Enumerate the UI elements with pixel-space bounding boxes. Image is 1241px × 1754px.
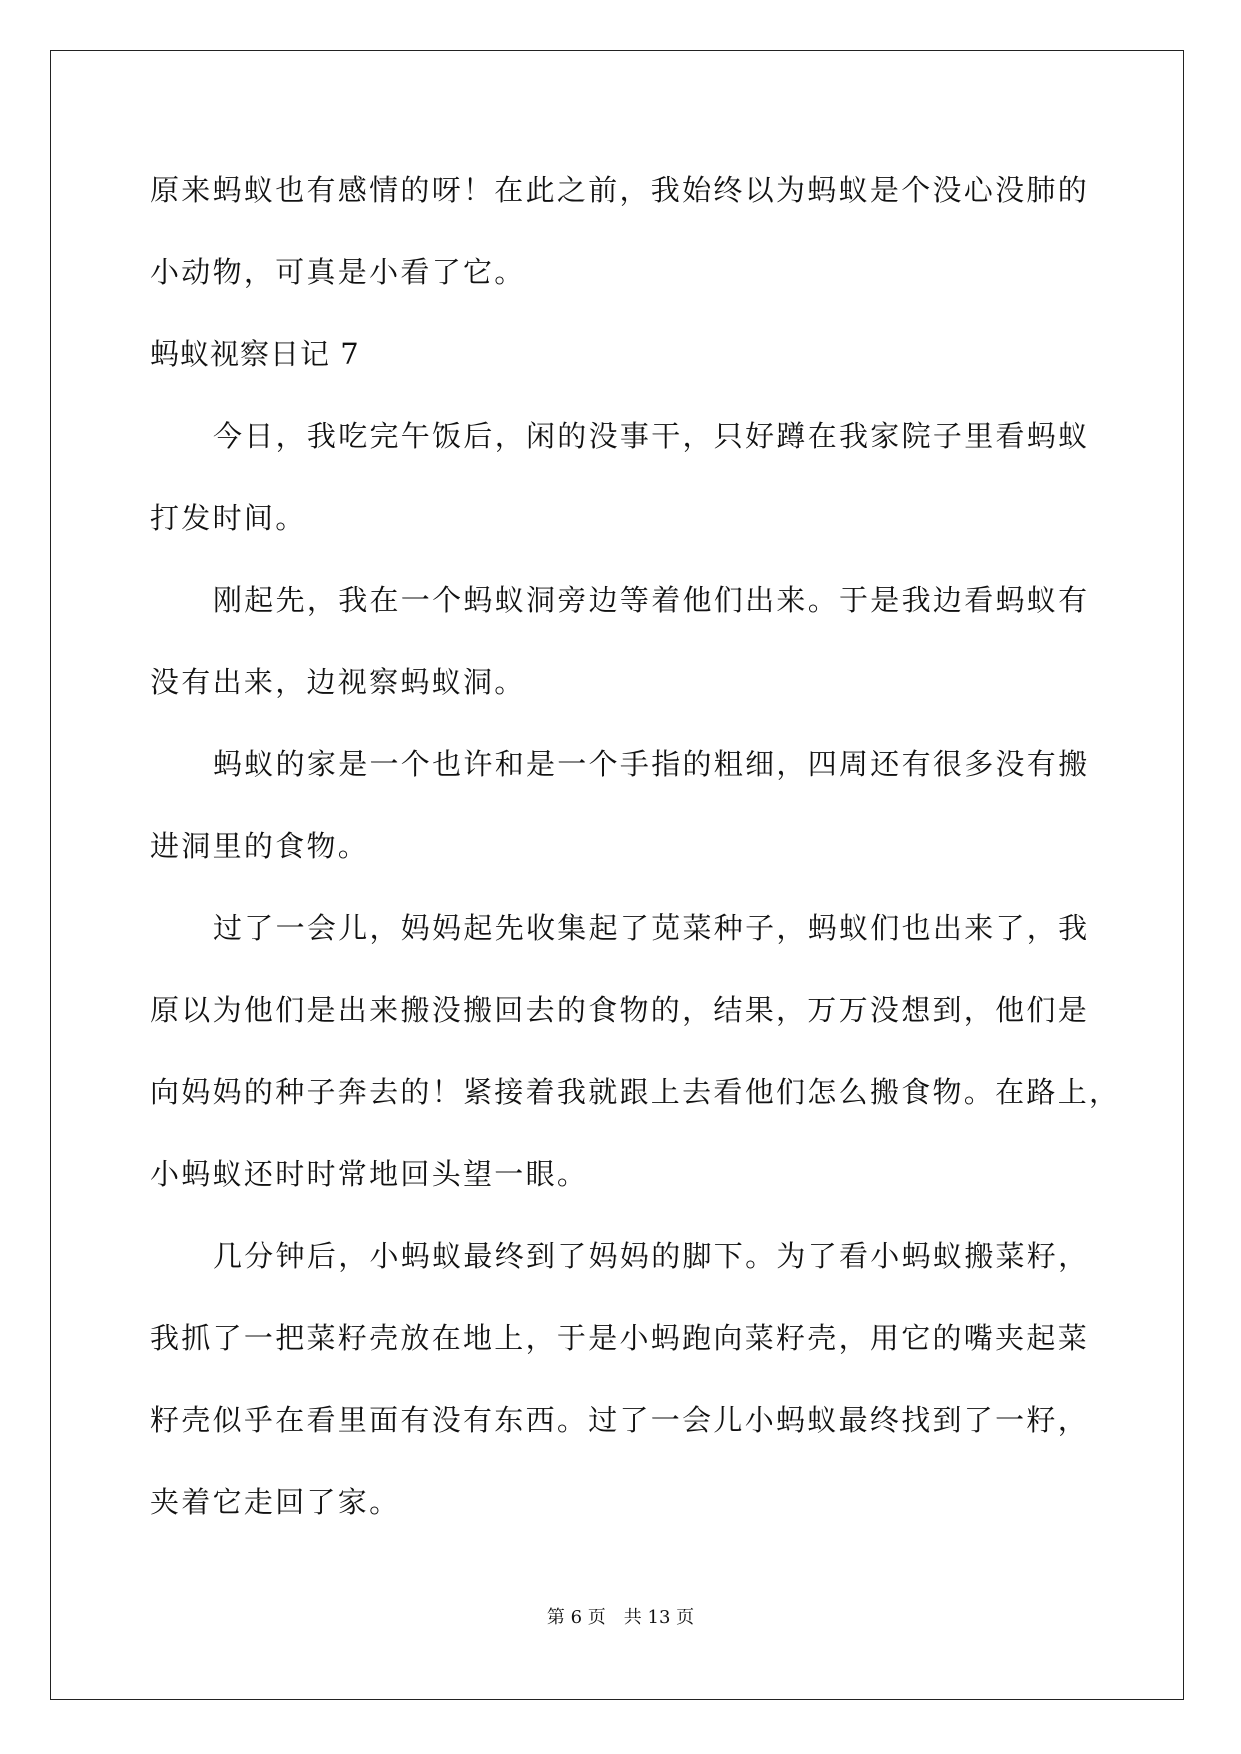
total-pages: 共 13 页 bbox=[623, 1607, 695, 1628]
text-line: 向妈妈的种子奔去的！紧接着我就跟上去看他们怎么搬食物。在路上， bbox=[150, 1075, 1121, 1109]
text-line: 过了一会儿，妈妈起先收集起了苋菜种子，蚂蚁们也出来了，我 bbox=[213, 911, 1090, 945]
text-line: 进洞里的食物。 bbox=[150, 829, 370, 863]
current-page-number: 第 6 页 bbox=[546, 1607, 606, 1628]
page-border bbox=[50, 50, 1184, 1700]
text-line: 打发时间。 bbox=[150, 501, 307, 535]
text-line: 小蚂蚁还时时常地回头望一眼。 bbox=[150, 1157, 589, 1191]
text-line: 小动物，可真是小看了它。 bbox=[150, 255, 526, 289]
text-line: 籽壳似乎在看里面有没有东西。过了一会儿小蚂蚁最终找到了一籽， bbox=[150, 1403, 1090, 1437]
text-line: 几分钟后，小蚂蚁最终到了妈妈的脚下。为了看小蚂蚁搬菜籽， bbox=[213, 1239, 1090, 1273]
text-line: 原来蚂蚁也有感情的呀！在此之前，我始终以为蚂蚁是个没心没肺的 bbox=[150, 173, 1090, 207]
text-line: 我抓了一把菜籽壳放在地上，于是小蚂跑向菜籽壳，用它的嘴夹起菜 bbox=[150, 1321, 1090, 1355]
text-line: 蚂蚁的家是一个也许和是一个手指的粗细，四周还有很多没有搬 bbox=[213, 747, 1090, 781]
section-title: 蚂蚁视察日记 7 bbox=[150, 337, 360, 371]
text-line: 没有出来，边视察蚂蚁洞。 bbox=[150, 665, 526, 699]
text-line: 刚起先，我在一个蚂蚁洞旁边等着他们出来。于是我边看蚂蚁有 bbox=[213, 583, 1090, 617]
text-line: 今日，我吃完午饭后，闲的没事干，只好蹲在我家院子里看蚂蚁 bbox=[213, 419, 1090, 453]
page-footer bbox=[0, 1606, 1241, 1630]
text-line: 夹着它走回了家。 bbox=[150, 1485, 401, 1519]
text-line: 原以为他们是出来搬没搬回去的食物的，结果，万万没想到，他们是 bbox=[150, 993, 1090, 1027]
